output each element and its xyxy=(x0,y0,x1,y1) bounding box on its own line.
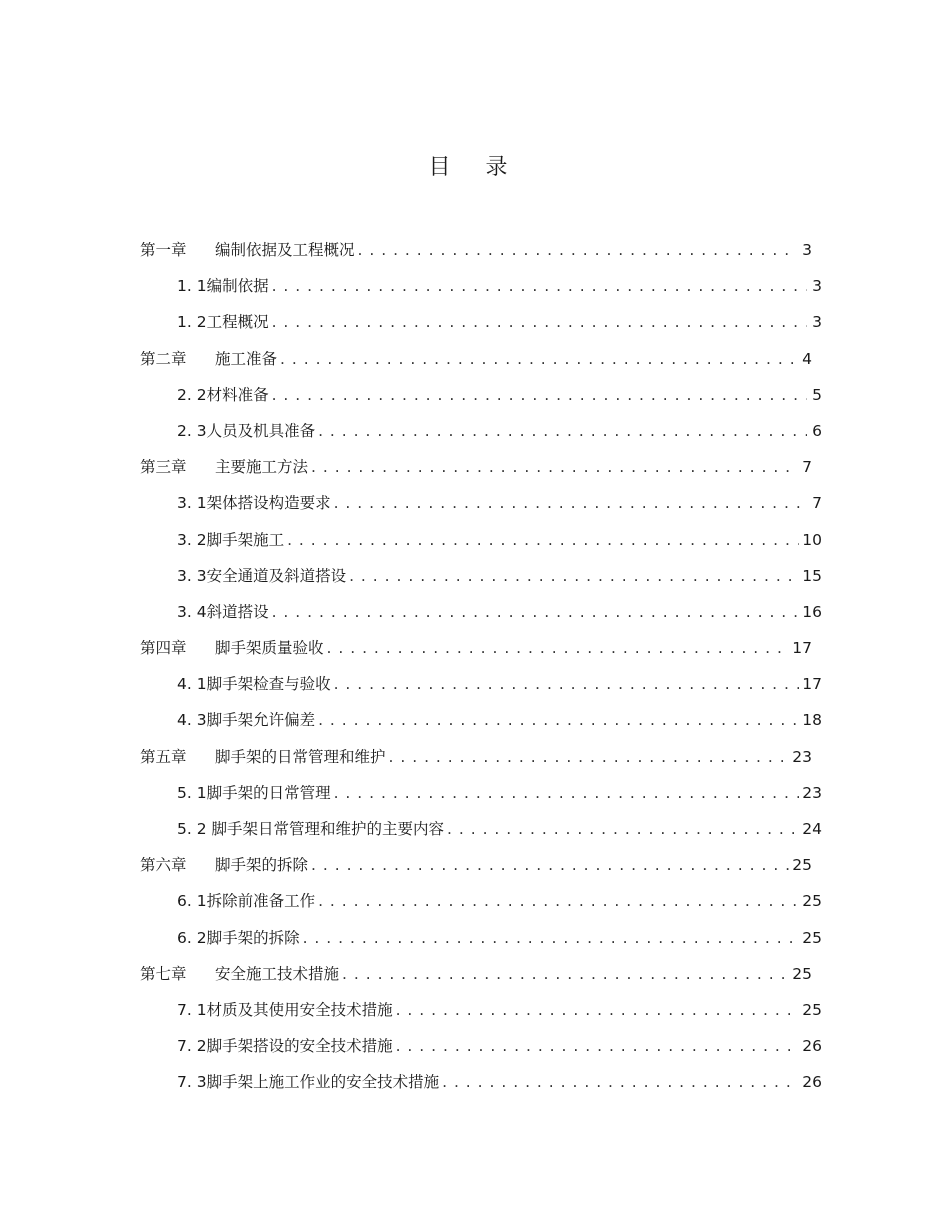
toc-entry-text: 脚手架的拆除 xyxy=(215,856,309,875)
toc-entry-text: 1. 1编制依据 xyxy=(177,277,269,296)
toc-section-entry[interactable] xyxy=(177,811,822,847)
toc-section-entry[interactable] xyxy=(177,883,822,919)
toc-page-number: 7 xyxy=(812,494,822,513)
toc-section-entry[interactable] xyxy=(177,304,822,340)
toc-section-entry[interactable] xyxy=(177,268,822,304)
toc-page-number: 25 xyxy=(802,892,822,911)
toc-section-entry[interactable] xyxy=(177,377,822,413)
toc-chapter-entry[interactable] xyxy=(140,847,812,883)
toc-page-number: 15 xyxy=(802,566,822,585)
toc-page-number: 3 xyxy=(802,241,812,259)
toc-entry-text: 7. 2脚手架搭设的安全技术措施 xyxy=(177,1037,393,1056)
toc-page-number: 24 xyxy=(802,820,822,838)
toc-dot-leader xyxy=(287,522,799,558)
toc-section-entry[interactable] xyxy=(177,992,822,1028)
toc-page-number: 18 xyxy=(802,711,822,730)
toc-section-entry[interactable] xyxy=(177,1028,822,1064)
toc-page-number: 17 xyxy=(802,675,822,694)
toc-dot-leader xyxy=(396,1028,800,1064)
toc-chapter-entry[interactable] xyxy=(140,630,812,666)
toc-entry-text: 3. 4斜道搭设 xyxy=(177,602,269,621)
toc-section-entry[interactable] xyxy=(177,666,822,702)
toc-chapter-entry[interactable] xyxy=(140,232,812,268)
toc-dot-leader xyxy=(318,883,799,919)
toc-entry-text: 3. 2脚手架施工 xyxy=(177,530,285,549)
toc-entry-text: 5. 1脚手架的日常管理 xyxy=(177,783,331,802)
toc-entry-text: 4. 3脚手架允许偏差 xyxy=(177,711,316,730)
toc-entry-text: 6. 1拆除前准备工作 xyxy=(177,892,316,911)
toc-dot-leader xyxy=(272,377,807,413)
toc-page-number: 6 xyxy=(812,421,822,440)
toc-entry-text: 安全施工技术措施 xyxy=(215,964,340,983)
toc-page-number: 10 xyxy=(802,530,822,549)
toc-page-number: 25 xyxy=(802,1000,822,1019)
toc-section-entry[interactable] xyxy=(177,920,822,956)
toc-page-number: 26 xyxy=(802,1037,822,1056)
toc-dot-leader xyxy=(272,268,807,304)
toc-chapter-number: 第五章 xyxy=(140,747,187,766)
toc-dot-leader xyxy=(389,739,790,775)
toc-entry-text: 脚手架的日常管理和维护 xyxy=(215,747,386,766)
toc-dot-leader xyxy=(349,558,799,594)
toc-chapter-entry[interactable] xyxy=(140,449,812,485)
toc-chapter-entry[interactable] xyxy=(140,956,812,992)
toc-section-entry[interactable] xyxy=(177,702,822,738)
toc-entry-text: 主要施工方法 xyxy=(215,458,309,477)
toc-entry-text: 3. 3安全通道及斜道搭设 xyxy=(177,566,347,585)
toc-chapter-number: 第二章 xyxy=(140,349,187,368)
toc-entry-text: 5. 2 脚手架日常管理和维护的主要内容 xyxy=(177,820,445,838)
toc-page-number: 3 xyxy=(812,277,822,296)
toc-page-number: 17 xyxy=(792,639,812,658)
toc-page-number: 23 xyxy=(802,783,822,802)
toc-chapter-number: 第一章 xyxy=(140,241,187,259)
toc-page-number: 25 xyxy=(792,856,812,875)
toc-title: 目 录 xyxy=(428,155,522,180)
toc-dot-leader xyxy=(396,992,800,1028)
toc-chapter-number: 第四章 xyxy=(140,639,187,658)
toc-chapter-number: 第七章 xyxy=(140,964,187,983)
toc-entry-text: 施工准备 xyxy=(215,349,278,368)
toc-dot-leader xyxy=(358,232,797,268)
toc-page-number: 7 xyxy=(802,458,812,477)
toc-entry-text: 脚手架质量验收 xyxy=(215,639,324,658)
toc-dot-leader xyxy=(334,666,800,702)
toc-entry-text: 3. 1架体搭设构造要求 xyxy=(177,494,331,513)
table-of-contents xyxy=(0,232,950,1101)
toc-section-entry[interactable] xyxy=(177,413,822,449)
toc-dot-leader xyxy=(303,920,800,956)
toc-entry-text: 7. 1材质及其使用安全技术措施 xyxy=(177,1000,393,1019)
toc-chapter-entry[interactable] xyxy=(140,341,812,377)
toc-page-number: 26 xyxy=(802,1073,822,1092)
toc-dot-leader xyxy=(447,811,799,847)
toc-section-entry[interactable] xyxy=(177,594,822,630)
toc-entry-text: 7. 3脚手架上施工作业的安全技术措施 xyxy=(177,1073,440,1092)
toc-section-entry[interactable] xyxy=(177,1064,822,1100)
toc-page-number: 4 xyxy=(802,349,812,368)
toc-dot-leader xyxy=(327,630,790,666)
toc-entry-text: 2. 2材料准备 xyxy=(177,385,269,404)
toc-chapter-number: 第六章 xyxy=(140,856,187,875)
toc-page-number: 16 xyxy=(802,602,822,621)
toc-dot-leader xyxy=(280,341,797,377)
toc-dot-leader xyxy=(311,449,797,485)
toc-dot-leader xyxy=(442,1064,799,1100)
toc-page-number: 25 xyxy=(802,928,822,947)
toc-dot-leader xyxy=(272,594,800,630)
toc-entry-text: 4. 1脚手架检查与验收 xyxy=(177,675,331,694)
toc-section-entry[interactable] xyxy=(177,522,822,558)
toc-dot-leader xyxy=(311,847,789,883)
toc-page-number: 23 xyxy=(792,747,812,766)
toc-dot-leader xyxy=(318,702,799,738)
toc-entry-text: 编制依据及工程概况 xyxy=(215,241,355,259)
toc-page-number: 3 xyxy=(812,313,822,332)
toc-chapter-number: 第三章 xyxy=(140,458,187,477)
toc-dot-leader xyxy=(318,413,807,449)
toc-dot-leader xyxy=(334,485,807,521)
toc-dot-leader xyxy=(272,304,807,340)
toc-dot-leader xyxy=(334,775,800,811)
toc-chapter-entry[interactable] xyxy=(140,739,812,775)
toc-entry-text: 2. 3人员及机具准备 xyxy=(177,421,316,440)
toc-dot-leader xyxy=(342,956,789,992)
toc-section-entry[interactable] xyxy=(177,558,822,594)
toc-page-number: 5 xyxy=(812,385,822,404)
toc-page-number: 25 xyxy=(792,964,812,983)
toc-entry-text: 1. 2工程概况 xyxy=(177,313,269,332)
toc-section-entry[interactable] xyxy=(177,775,822,811)
toc-entry-text: 6. 2脚手架的拆除 xyxy=(177,928,300,947)
toc-section-entry[interactable] xyxy=(177,485,822,521)
